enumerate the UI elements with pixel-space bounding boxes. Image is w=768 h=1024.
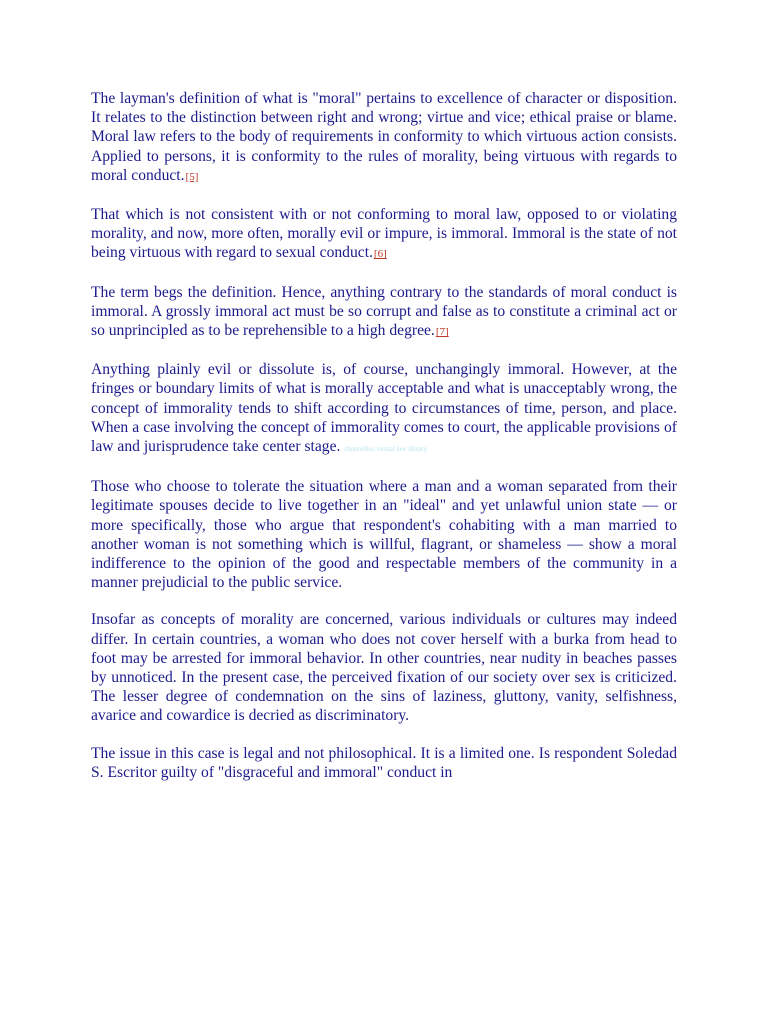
document-body (91, 89, 677, 800)
paragraph (91, 205, 677, 265)
paragraph (91, 283, 677, 343)
paragraph-text: Those who choose to tolerate the situation where a man and a woman separated from their legitimate spouses decide to live together in an "ideal" and yet unlawful union state — or more specifically, those who argue that respondent's cohabiting with a man married to another woman is not something which is willful, flagrant, or shameless — show a moral indifference to the opinion of the good and respectable members of the community in a manner prejudicial to the public service. (91, 478, 677, 592)
paragraph (91, 610, 677, 725)
paragraph-text: Insofar as concepts of morality are concerned, various individuals or cultures may indeed differ. In certain countries, a woman who does not cover herself with a burka from head to foot may be arrested for immoral behavior. In other countries, near nudity in beaches passes by unnoticed. In the present case, the perceived fixation of our society over sex is criticized. The lesser degree of condemnation on the sins of laziness, gluttony, vanity, selfishness, avarice and cowardice is decried as discriminatory. (91, 611, 677, 725)
paragraph (91, 744, 677, 782)
paragraph-text: Anything plainly evil or dissolute is, of course, unchangingly immoral. However, at the fringes or boundary limits of what is morally acceptable and what is unacceptably wrong, the concept of immorality tends to shift according to circumstances of time, person, and place. When a case involving the concept of immorality comes to court, the applicable provisions of law and jurisprudence take center stage. (91, 361, 677, 456)
footnote-link[interactable]: [6] (373, 248, 387, 261)
footnote-link[interactable]: [5] (185, 170, 199, 183)
paragraph-text: The term begs the definition. Hence, anything contrary to the standards of moral conduct is immoral. A grossly immoral act must be so corrupt and false as to constitute a criminal act or so unprincipled as to be reprehensible to a high degree. (91, 283, 677, 340)
paragraph (91, 360, 677, 459)
paragraph-text: That which is not consistent with or not conforming to moral law, opposed to or violating morality, and now, more often, morally evil or impure, is immoral. Immoral is the state of not being virtuous with regard to sexual conduct. (91, 206, 677, 262)
paragraph (91, 89, 677, 187)
faint-watermark-note: chanrobles virtual law library (344, 445, 427, 454)
paragraph (91, 477, 677, 592)
paragraph-text: The layman's definition of what is "moral" pertains to excellence of character or disposition. It relates to the distinction between right and wrong; virtue and vice; ethical praise or blame. Moral law refers to the body of requirements in conformity to which virtuous action consists. Applied to persons, it is conformity to the rules of morality, being virtuous with regards to moral conduct. (91, 90, 677, 184)
footnote-link[interactable]: [7] (435, 326, 449, 339)
paragraph-text: The issue in this case is legal and not philosophical. It is a limited one. Is respondent Soledad S. Escritor guilty of "disgraceful and immoral" conduct in (91, 744, 677, 781)
